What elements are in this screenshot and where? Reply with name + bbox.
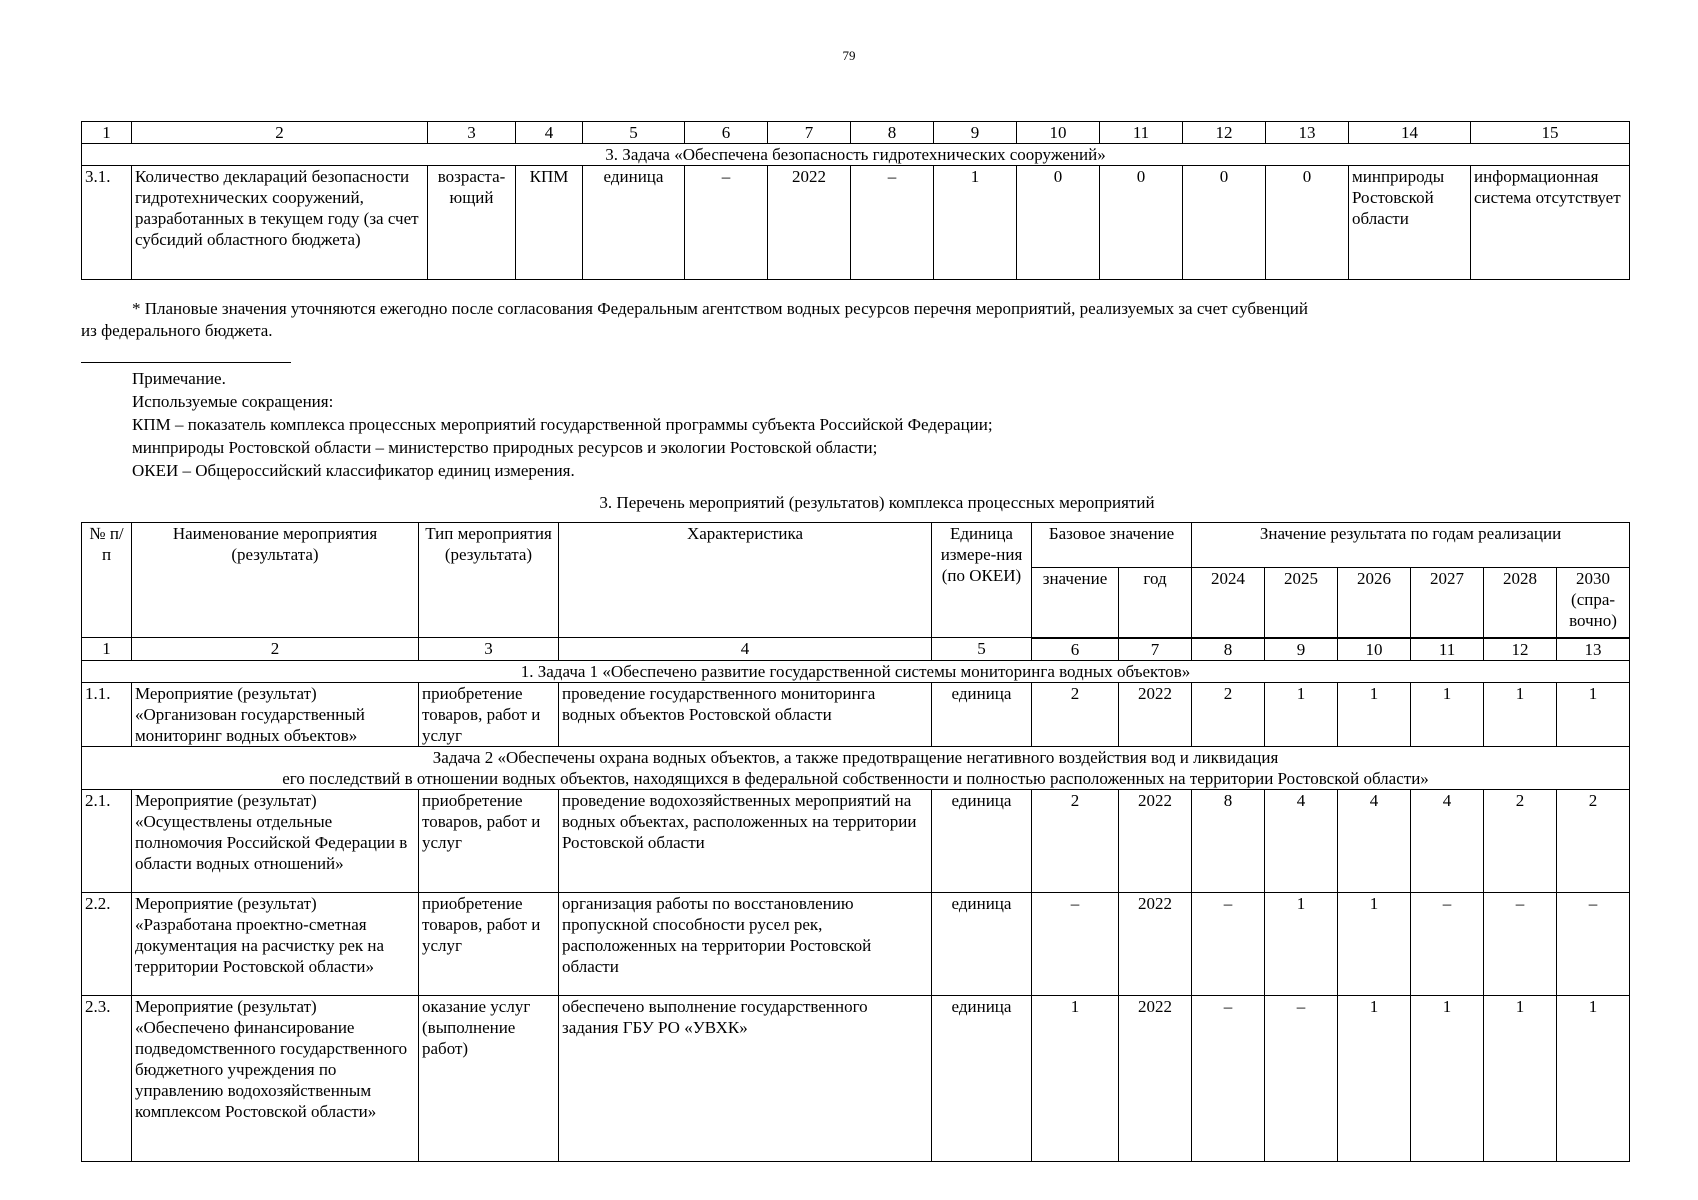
header-base-value: значение xyxy=(1032,568,1119,638)
header-name: Наименование мероприятия (результата) xyxy=(132,523,419,638)
base-year: 2022 xyxy=(1119,995,1192,1161)
header-year: 2027 xyxy=(1411,568,1484,638)
responsible-body: минприроды Ростовской области xyxy=(1349,166,1471,280)
col-number: 7 xyxy=(1119,638,1192,661)
col-number: 13 xyxy=(1266,122,1349,144)
year-value: – xyxy=(1192,995,1265,1161)
activity-unit: единица xyxy=(932,682,1032,746)
abbreviation-line: КПМ – показатель комплекса процессных мероприятий государственной программы субъекта Российской Федерации; xyxy=(132,415,993,434)
base-value: 2 xyxy=(1032,789,1119,892)
year-value: – xyxy=(1411,892,1484,995)
cell-value: 2022 xyxy=(768,166,851,280)
activity-characteristic: проведение водохозяйственных мероприятий на водных объектах, расположенных на территории Ростовской области xyxy=(559,789,932,892)
row-number: 1.1. xyxy=(82,682,132,746)
activity-characteristic: проведение государственного мониторинга водных объектов Ростовской области xyxy=(559,682,932,746)
base-value: 1 xyxy=(1032,995,1119,1161)
year-value: – xyxy=(1557,892,1630,995)
section-title: 3. Задача «Обеспечена безопасность гидротехнических сооружений» xyxy=(82,144,1630,166)
header-base-year: год xyxy=(1119,568,1192,638)
year-value: 1 xyxy=(1411,995,1484,1161)
task-title: 1. Задача 1 «Обеспечено развитие государственной системы мониторинга водных объектов» xyxy=(82,660,1630,682)
activity-unit: единица xyxy=(932,995,1032,1161)
activity-name: Мероприятие (результат) «Организован государственный мониторинг водных объектов» xyxy=(132,682,419,746)
footnote-divider xyxy=(81,362,291,363)
header-type: Тип мероприятия (результата) xyxy=(419,523,559,638)
indicators-table xyxy=(81,121,1630,280)
activity-type: приобретение товаров, работ и услуг xyxy=(419,682,559,746)
row-number: 2.1. xyxy=(82,789,132,892)
year-value: – xyxy=(1484,892,1557,995)
column-number-row xyxy=(82,638,1630,661)
col-number: 1 xyxy=(82,122,132,144)
activity-characteristic: организация работы по восстановлению пропускной способности русел рек, расположенных на территории Ростовской области xyxy=(559,892,932,995)
table-row xyxy=(82,995,1630,1161)
row-number: 2.2. xyxy=(82,892,132,995)
header-year: 2026 xyxy=(1338,568,1411,638)
section-heading: 3. Перечень мероприятий (результатов) комплекса процессных мероприятий xyxy=(599,493,1155,512)
year-value: 8 xyxy=(1192,789,1265,892)
col-number: 9 xyxy=(1265,638,1338,661)
year-value: 2 xyxy=(1192,682,1265,746)
footnote-line: из федерального бюджета. xyxy=(81,321,273,340)
year-value: 1 xyxy=(1484,995,1557,1161)
activity-type: приобретение товаров, работ и услуг xyxy=(419,789,559,892)
col-number: 1 xyxy=(82,638,132,661)
abbreviation-line: ОКЕИ – Общероссийский классификатор единиц измерения. xyxy=(132,461,575,480)
cell-value: 1 xyxy=(934,166,1017,280)
header-year: 2030 (спра-вочно) xyxy=(1557,568,1630,638)
col-number: 2 xyxy=(132,122,428,144)
table-row xyxy=(82,682,1630,746)
table-row xyxy=(82,892,1630,995)
indicator-unit: единица xyxy=(583,166,685,280)
abbreviations-title: Используемые сокращения: xyxy=(132,392,334,411)
year-value: 1 xyxy=(1411,682,1484,746)
year-value: 4 xyxy=(1338,789,1411,892)
col-number: 4 xyxy=(559,638,932,661)
activity-unit: единица xyxy=(932,892,1032,995)
year-value: 1 xyxy=(1557,682,1630,746)
col-number: 9 xyxy=(934,122,1017,144)
task-title-line: Задача 2 «Обеспечены охрана водных объектов, а также предотвращение негативного воздействия вод и ликвидация xyxy=(432,747,1279,767)
year-value: 1 xyxy=(1338,682,1411,746)
activity-characteristic: обеспечено выполнение государственного задания ГБУ РО «УВХК» xyxy=(559,995,932,1161)
col-number: 10 xyxy=(1017,122,1100,144)
col-number: 7 xyxy=(768,122,851,144)
info-system: информационная система отсутствует xyxy=(1471,166,1630,280)
col-number: 8 xyxy=(1192,638,1265,661)
year-value: – xyxy=(1192,892,1265,995)
header-characteristic: Характеристика xyxy=(559,523,932,638)
col-number: 10 xyxy=(1338,638,1411,661)
indicator-name: Количество деклараций безопасности гидротехнических сооружений, разработанных в текущем году (за счет субсидий областного бюджета) xyxy=(132,166,428,280)
col-number: 15 xyxy=(1471,122,1630,144)
year-value: 1 xyxy=(1484,682,1557,746)
header-base: Базовое значение xyxy=(1032,523,1192,568)
col-number: 6 xyxy=(1032,638,1119,661)
task-title-line: его последствий в отношении водных объектов, находящихся в федеральной собственности и полностью расположенных на территории Ростовской области» xyxy=(282,768,1429,788)
col-number: 12 xyxy=(1484,638,1557,661)
year-value: 1 xyxy=(1338,892,1411,995)
cell-value: 0 xyxy=(1100,166,1183,280)
header-unit: Единица измере-ния (по ОКЕИ) xyxy=(932,523,1032,638)
col-number: 6 xyxy=(685,122,768,144)
note-title: Примечание. xyxy=(132,369,226,388)
footnote xyxy=(81,298,1641,342)
header-num: № п/п xyxy=(82,523,132,638)
column-number-row xyxy=(82,122,1630,144)
activity-name: Мероприятие (результат) «Разработана проектно-сметная документация на расчистку рек на территории Ростовской области» xyxy=(132,892,419,995)
year-value: 1 xyxy=(1265,892,1338,995)
table-row xyxy=(82,166,1630,280)
activity-type: оказание услуг (выполнение работ) xyxy=(419,995,559,1161)
year-value: 2 xyxy=(1557,789,1630,892)
col-number: 8 xyxy=(851,122,934,144)
cell-value: – xyxy=(685,166,768,280)
table-row xyxy=(82,789,1630,892)
col-number: 4 xyxy=(516,122,583,144)
base-value: 2 xyxy=(1032,682,1119,746)
cell-value: 0 xyxy=(1183,166,1266,280)
footnote-line: * Плановые значения уточняются ежегодно после согласования Федеральным агентством водных ресурсов перечня мероприятий, реализуемых за счет субвенций xyxy=(132,299,1308,318)
activity-name: Мероприятие (результат) «Обеспечено финансирование подведомственного государственного бюджетного учреждения по управлению водохозяйственным комплексом Ростовской области» xyxy=(132,995,419,1161)
col-number: 12 xyxy=(1183,122,1266,144)
col-number: 3 xyxy=(428,122,516,144)
year-value: 4 xyxy=(1411,789,1484,892)
col-number: 5 xyxy=(583,122,685,144)
year-value: – xyxy=(1265,995,1338,1161)
cell-value: 0 xyxy=(1266,166,1349,280)
activity-name: Мероприятие (результат) «Осуществлены отдельные полномочия Российской Федерации в области водных отношений» xyxy=(132,789,419,892)
activities-table xyxy=(81,522,1630,1162)
indicator-type: возраста-ющий xyxy=(428,166,516,280)
task-title xyxy=(82,746,1630,789)
year-value: 1 xyxy=(1338,995,1411,1161)
base-year: 2022 xyxy=(1119,682,1192,746)
col-number: 5 xyxy=(932,638,1032,661)
year-value: 4 xyxy=(1265,789,1338,892)
activity-type: приобретение товаров, работ и услуг xyxy=(419,892,559,995)
row-number: 3.1. xyxy=(82,166,132,280)
base-year: 2022 xyxy=(1119,789,1192,892)
year-value: 2 xyxy=(1484,789,1557,892)
col-number: 3 xyxy=(419,638,559,661)
year-value: 1 xyxy=(1557,995,1630,1161)
indicator-level: КПМ xyxy=(516,166,583,280)
year-value: 1 xyxy=(1265,682,1338,746)
cell-value: 0 xyxy=(1017,166,1100,280)
header-year: 2025 xyxy=(1265,568,1338,638)
col-number: 11 xyxy=(1411,638,1484,661)
header-year: 2024 xyxy=(1192,568,1265,638)
col-number: 14 xyxy=(1349,122,1471,144)
abbreviation-line: минприроды Ростовской области – министерство природных ресурсов и экологии Ростовской области; xyxy=(132,438,878,457)
col-number: 11 xyxy=(1100,122,1183,144)
row-number: 2.3. xyxy=(82,995,132,1161)
header-year: 2028 xyxy=(1484,568,1557,638)
col-number: 2 xyxy=(132,638,419,661)
page-number: 79 xyxy=(842,48,856,63)
header-result: Значение результата по годам реализации xyxy=(1192,523,1630,568)
base-year: 2022 xyxy=(1119,892,1192,995)
col-number: 13 xyxy=(1557,638,1630,661)
base-value: – xyxy=(1032,892,1119,995)
cell-value: – xyxy=(851,166,934,280)
activity-unit: единица xyxy=(932,789,1032,892)
